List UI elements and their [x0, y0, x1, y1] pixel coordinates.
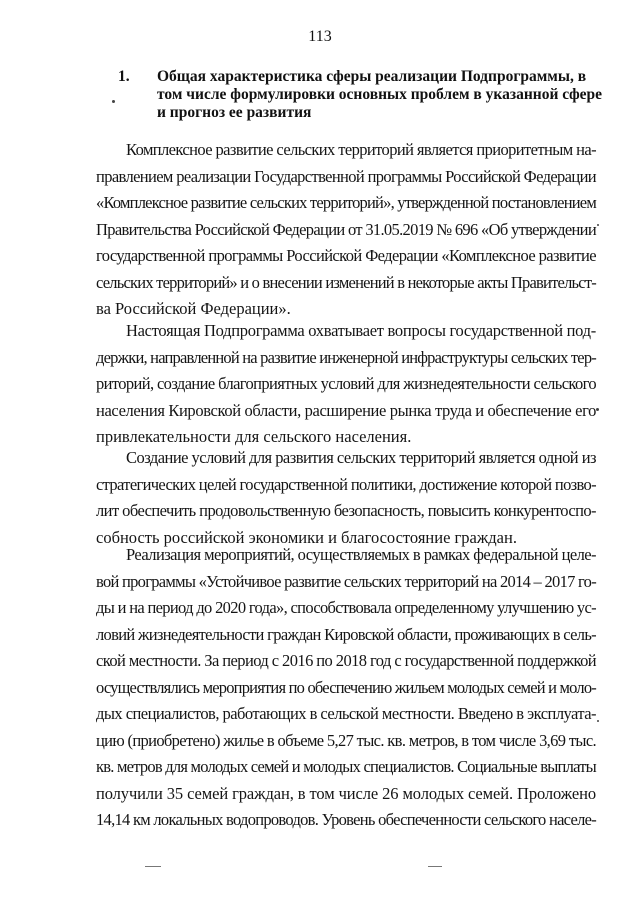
text-line: ды и на период до 2020 года», способствовала определенному улучшению ус-: [96, 598, 596, 617]
text-line: Реализация мероприятий, осуществляемых в рамках федеральной целе-: [126, 545, 596, 564]
text-line: «Комплексное развитие сельских территорий», утвержденной постановлением: [96, 193, 596, 212]
text-line: дых специалистов, работающих в сельской местности. Введено в эксплуата-: [96, 704, 596, 723]
text-line: государственной программы Российской Федерации «Комплексное развитие: [96, 246, 596, 265]
text-line: Правительства Российской Федерации от 31.05.2019 № 696 «Об утверждении: [96, 219, 596, 239]
text-line: цию (приобретено) жилье в объеме 5,27 тыс. кв. метров, в том числе 3,69 тыс.: [96, 730, 596, 750]
scan-mark: [428, 866, 442, 867]
text-line: собность российской экономики и благосостояние граждан.: [96, 527, 517, 547]
text-line: привлекательности для сельского населения.: [96, 427, 412, 446]
scan-speck: [112, 100, 115, 103]
text-line: правлением реализации Государственной программы Российской Федерации: [96, 166, 596, 186]
section-number: 1.: [118, 68, 130, 85]
text-line: получили 35 семей граждан, в том числе 26 молодых семей. Проложено: [96, 783, 596, 803]
scan-speck: [597, 224, 599, 226]
text-line: ва Российской Федерации».: [96, 299, 291, 318]
text-line: населения Кировской области, расширение рынка труда и обеспечение его: [96, 400, 596, 420]
text-line: ловий жизнедеятельности граждан Кировской области, проживающих в сель-: [96, 624, 596, 644]
section-heading: [118, 68, 608, 122]
text-line: 14,14 км локальных водопроводов. Уровень обеспеченности сельского населе-: [96, 810, 596, 829]
text-line: Создание условий для развития сельских территорий является одной из: [126, 448, 596, 467]
text-line: кв. метров для молодых семей и молодых специалистов. Социальные выплаты: [96, 757, 596, 776]
scan-speck: [596, 408, 599, 411]
text-line: лит обеспечить продовольственную безопасность, повысить конкурентоспо-: [96, 501, 596, 520]
text-line: стратегических целей государственной политики, достижение которой позво-: [96, 474, 596, 494]
text-line: осуществлялись мероприятия по обеспечению жильем молодых семей и моло-: [96, 677, 596, 697]
scan-speck: [597, 720, 599, 722]
text-line: риторий, создание благоприятных условий для жизнедеятельности сельского: [96, 374, 596, 393]
text-line: сельских территорий» и о внесении изменений в некоторые акты Правительст-: [96, 272, 596, 292]
section-title: Общая характеристика сферы реализации Подпрограммы, в том числе формулировки основных проблем в указанной сфере и прогноз ее развития: [157, 68, 603, 121]
text-line: ской местности. За период с 2016 по 2018 год с государственной поддержкой: [96, 651, 596, 670]
text-line: вой программы «Устойчивое развитие сельских территорий на 2014 – 2017 го-: [96, 571, 596, 591]
text-line: Настоящая Подпрограмма охватывает вопросы государственной под-: [126, 321, 596, 340]
scan-mark: [145, 866, 161, 867]
text-line: держки, направленной на развитие инженерной инфраструктуры сельских тер-: [96, 347, 596, 367]
page-number: 113: [308, 28, 332, 45]
text-line: Комплексное развитие сельских территорий является приоритетным на-: [126, 140, 596, 159]
